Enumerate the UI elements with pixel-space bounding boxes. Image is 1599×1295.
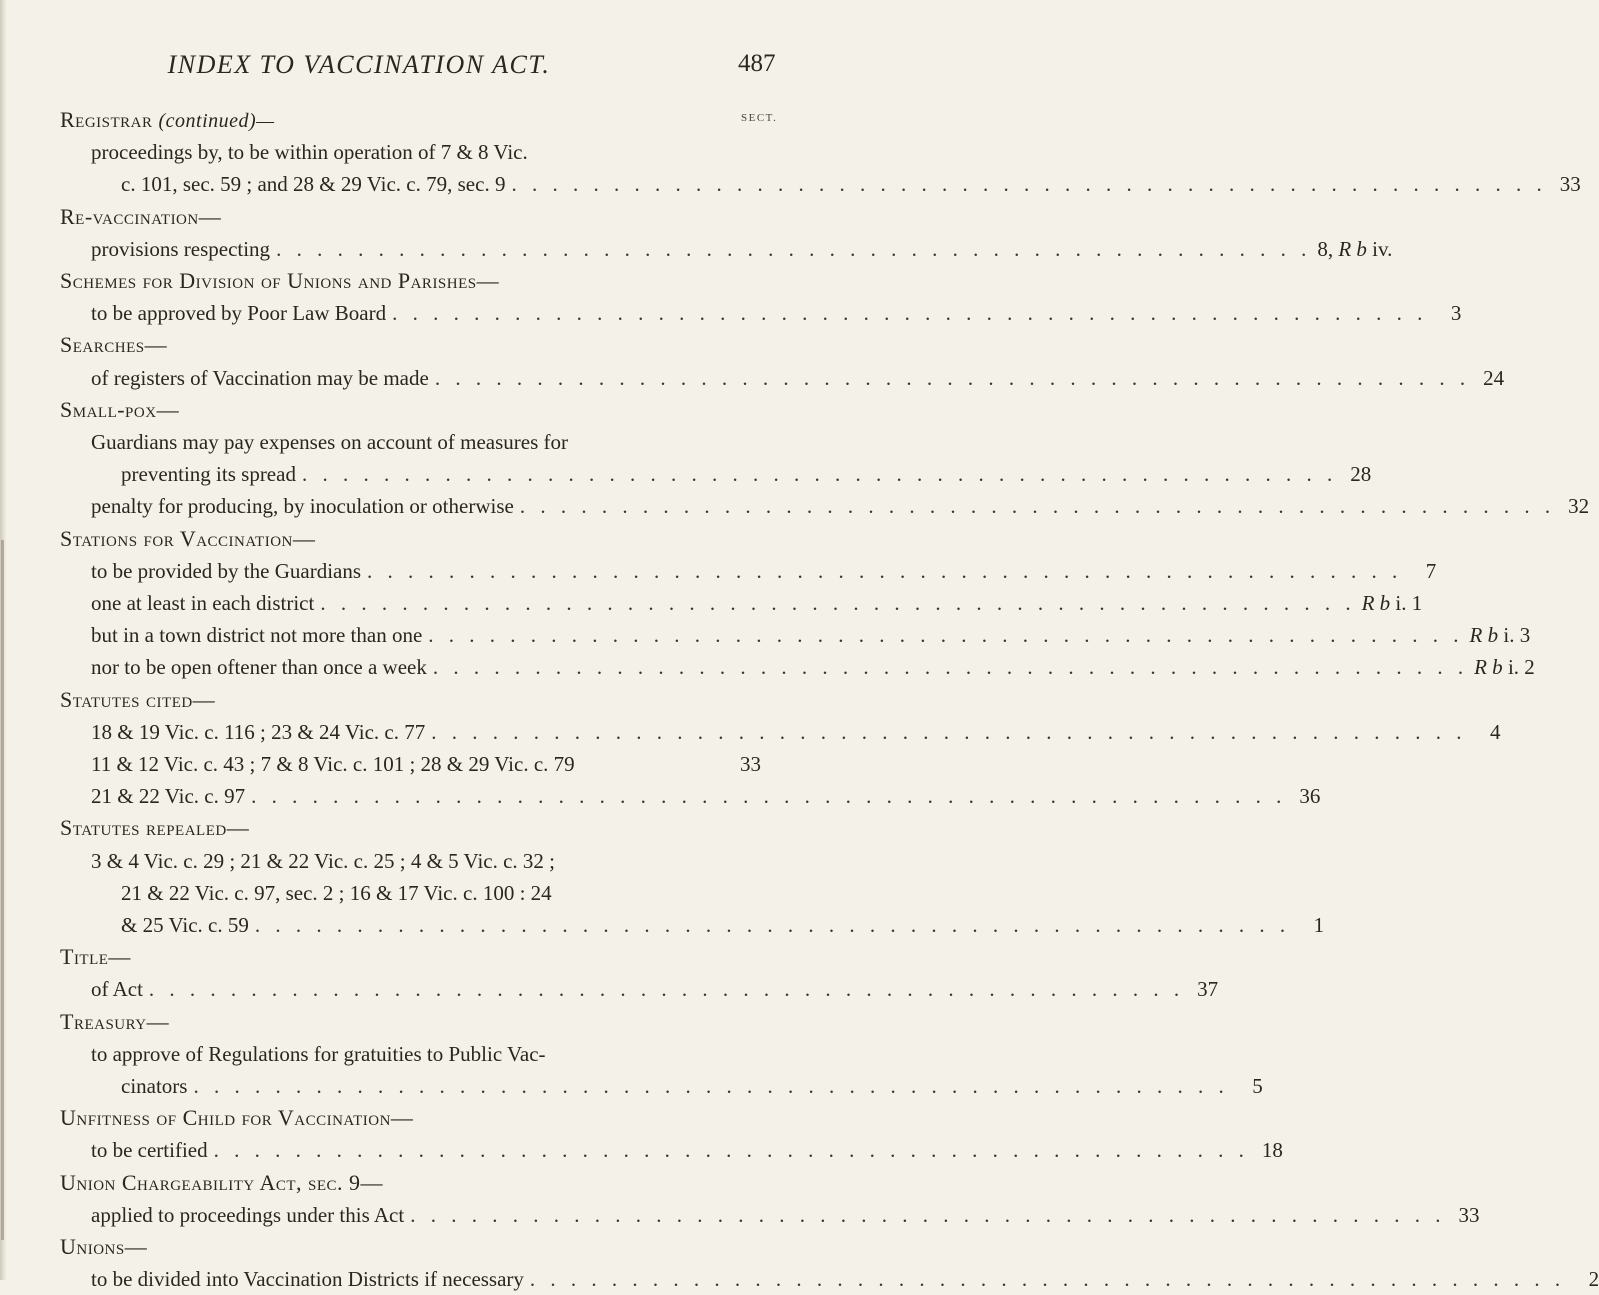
subentry-text: of registers of Vaccination may be made (91, 365, 429, 390)
heading-text: Unions— (60, 1234, 148, 1259)
index-subentry (91, 297, 1462, 329)
leader-dots: . . . . . . . . . . . . . . . . . . . . . . . . . . . . . . . . . . . . . . . . . . . . . . . . . . . (529, 1267, 1566, 1292)
section-reference: 18 (1261, 1138, 1283, 1163)
section-reference: 33 (1458, 1202, 1480, 1227)
leader-dots: . . . . . . . . . . . . . . . . . . . . . . . . . . . . . . . . . . . . . . . . . . . . . . . . . . . (276, 236, 1312, 261)
heading-text: Small-pox— (60, 396, 180, 422)
subentry-text: provisions respecting (91, 236, 271, 261)
index-subentry (121, 168, 1581, 200)
index-subentry (91, 748, 761, 780)
leader-dots: . . . . . . . . . . . . . . . . . . . . . . . . . . . . . . . . . . . . . . . . . . . . . . . . . . . (431, 719, 1467, 744)
subentry-text: one at least in each district (91, 591, 315, 615)
subentry-text: but in a town district not more than one (91, 623, 423, 648)
section-reference: 4 (1489, 719, 1501, 744)
binding-edge-line (1, 540, 4, 1240)
page-header (0, 50, 801, 90)
index-subentry (121, 458, 1372, 490)
index-subentry (91, 651, 1535, 683)
section-reference: 8, R b iv. (1317, 236, 1393, 261)
index-subentry (91, 1134, 1283, 1166)
subentry-text: to be approved by Poor Law Board (91, 301, 387, 326)
heading-text: Treasury— (60, 1008, 170, 1034)
leader-dots: . . . . . . . . . . . . . . . . . . . . . . . . . . . . . . . . . . . . . . . . . . . . . . . . . . . (511, 172, 1547, 197)
heading-text: Stations for Vaccination— (60, 525, 316, 551)
heading-continued: (continued)— (158, 110, 275, 132)
index-subentry (91, 1038, 761, 1070)
index-heading (60, 1167, 383, 1199)
subentry-text: preventing its spread (121, 462, 296, 487)
index-subentry (91, 780, 1321, 812)
subentry-text: cinators (121, 1074, 188, 1098)
subentry-text: to approve of Regulations for gratuities to Public Vac- (91, 1041, 546, 1066)
index-subentry (91, 716, 1501, 748)
index-subentry (91, 845, 761, 877)
leader-dots: . . . . . . . . . . . . . . . . . . . . . . . . . . . . . . . . . . . . . . . . . . . . . . . . . . . (428, 623, 1464, 648)
subentry-text: applied to proceedings under this Act (91, 1202, 405, 1227)
section-reference: 24 (1483, 365, 1505, 390)
section-reference: 37 (1197, 977, 1219, 1002)
leader-dots: . . . . . . . . . . . . . . . . . . . . . . . . . . . . . . . . . . . . . . . . . . . . . . . . . . . (254, 913, 1291, 937)
subentry-text: Guardians may pay expenses on account of measures for (91, 430, 569, 454)
subentry-text: to be provided by the Guardians (91, 558, 362, 583)
index-heading (60, 1006, 169, 1038)
leader-dots: . . . . . . . . . . . . . . . . . . . . . . . . . . . . . . . . . . . . . . . . . . . . . . . . . . . (519, 494, 1556, 519)
section-column-label: SECT. (741, 112, 778, 124)
section-reference: R b i. 2 (1474, 655, 1535, 680)
index-heading (60, 812, 249, 844)
heading-text: Statutes cited— (60, 686, 216, 712)
subentry-text: penalty for producing, by inoculation or otherwise (91, 494, 514, 519)
index-subentry (91, 490, 1590, 522)
subentry-text: to be certified (91, 1138, 208, 1163)
section-reference: 7 (1425, 558, 1437, 583)
section-reference: 5 (1252, 1074, 1263, 1098)
index-heading (60, 1231, 147, 1263)
subentry-text: 3 & 4 Vic. c. 29 ; 21 & 22 Vic. c. 25 ; 4 & 5 Vic. c. 32 ; (91, 848, 556, 873)
section-reference: 36 (1299, 784, 1321, 809)
section-reference: 2 (1588, 1267, 1599, 1292)
index-heading (60, 941, 131, 973)
index-subentry (91, 1263, 1599, 1295)
heading-text: Schemes for Division of Unions and Parishes— (60, 268, 500, 293)
index-subentry (91, 426, 761, 458)
index-heading (60, 394, 179, 426)
index-heading (60, 1102, 413, 1134)
leader-dots: . . . . . . . . . . . . . . . . . . . . . . . . . . . . . . . . . . . . . . . . . . . . . . . . . . . (301, 462, 1338, 487)
section-reference: R b i. 1 (1361, 591, 1423, 615)
index-heading (60, 201, 221, 233)
index-subentry (121, 1070, 1263, 1102)
leader-dots: . . . . . . . . . . . . . . . . . . . . . . . . . . . . . . . . . . . . . . . . . . . . . . . . . . . (410, 1202, 1446, 1227)
running-title: INDEX TO VACCINATION ACT. (167, 50, 551, 79)
section-reference: 28 (1350, 462, 1372, 487)
heading-text: Re-vaccination— (60, 203, 222, 229)
subentry-text: & 25 Vic. c. 59 (121, 913, 249, 937)
leader-dots: . . . . . . . . . . . . . . . . . . . . . . . . . . . . . . . . . . . . . . . . . . . . . . . . . . . (213, 1138, 1249, 1163)
subentry-text: proceedings by, to be within operation of 7 & 8 Vic. (91, 140, 528, 165)
subentry-text: nor to be open oftener than once a week (91, 655, 427, 680)
leader-dots: . . . . . . . . . . . . . . . . . . . . . . . . . . . . . . . . . . . . . . . . . . . . . . . . . . . (432, 655, 1469, 680)
index-heading (60, 523, 315, 555)
index-heading (60, 265, 499, 297)
heading-text: Registrar (60, 107, 159, 132)
subentry-text: 21 & 22 Vic. c. 97, sec. 2 ; 16 & 17 Vic. c. 100 : 24 (121, 880, 552, 905)
leader-dots: . . . . . . . . . . . . . . . . . . . . . . . . . . . . . . . . . . . . . . . . . . . . . . . . . . . (434, 365, 1471, 390)
subentry-text: 18 & 19 Vic. c. 116 ; 23 & 24 Vic. c. 77 (91, 719, 426, 744)
leader-dots: . . . . . . . . . . . . . . . . . . . . . . . . . . . . . . . . . . . . . . . . . . . . . . . . . . . (251, 784, 1287, 809)
leader-dots: . . . . . . . . . . . . . . . . . . . . . . . . . . . . . . . . . . . . . . . . . . . . . . . . . . . (320, 591, 1356, 615)
section-reference: 33 (740, 752, 761, 776)
index-heading (60, 104, 275, 136)
subentry-text: to be divided into Vaccination Districts if necessary (91, 1267, 524, 1292)
heading-text: Searches— (60, 332, 168, 358)
subentry-text: of Act (91, 977, 143, 1002)
index-subentry (91, 1199, 1480, 1231)
section-reference: R b i. 3 (1469, 623, 1531, 648)
heading-text: Unfitness of Child for Vaccination— (60, 1105, 414, 1131)
subentry-text: c. 101, sec. 59 ; and 28 & 29 Vic. c. 79, sec. 9 (121, 172, 506, 197)
page-number: 487 (738, 50, 776, 77)
subentry-text: 11 & 12 Vic. c. 43 ; 7 & 8 Vic. c. 101 ; 28 & 29 Vic. c. 79 (91, 752, 575, 776)
leader-dots: . . . . . . . . . . . . . . . . . . . . . . . . . . . . . . . . . . . . . . . . . . . . . . . . . . . (193, 1074, 1229, 1098)
index-subentry (91, 619, 1531, 651)
index-subentry (121, 909, 1325, 941)
leader-dots: . . . . . . . . . . . . . . . . . . . . . . . . . . . . . . . . . . . . . . . . . . . . . . . . . . . (392, 301, 1428, 326)
heading-text: Statutes repealed— (60, 815, 250, 841)
heading-text: Title— (60, 944, 131, 970)
index-subentry (91, 555, 1437, 587)
section-reference: 33 (1559, 172, 1581, 197)
heading-text: Union Chargeability Act, sec. 9— (60, 1169, 384, 1195)
index-heading (60, 329, 167, 361)
index-subentry (91, 587, 1423, 619)
index-subentry (121, 877, 761, 909)
leader-dots: . . . . . . . . . . . . . . . . . . . . . . . . . . . . . . . . . . . . . . . . . . . . . . . . . . . (148, 977, 1185, 1002)
index-heading (60, 684, 215, 716)
leader-dots: . . . . . . . . . . . . . . . . . . . . . . . . . . . . . . . . . . . . . . . . . . . . . . . . . . . (367, 558, 1403, 583)
section-reference: 3 (1450, 301, 1462, 326)
section-reference: 32 (1568, 494, 1590, 519)
index-subentry (91, 362, 1505, 394)
subentry-text: 21 & 22 Vic. c. 97 (91, 784, 246, 809)
section-reference: 1 (1313, 913, 1325, 937)
index-subentry (91, 136, 761, 168)
index-subentry (91, 233, 1393, 265)
index-subentry (91, 973, 1219, 1005)
